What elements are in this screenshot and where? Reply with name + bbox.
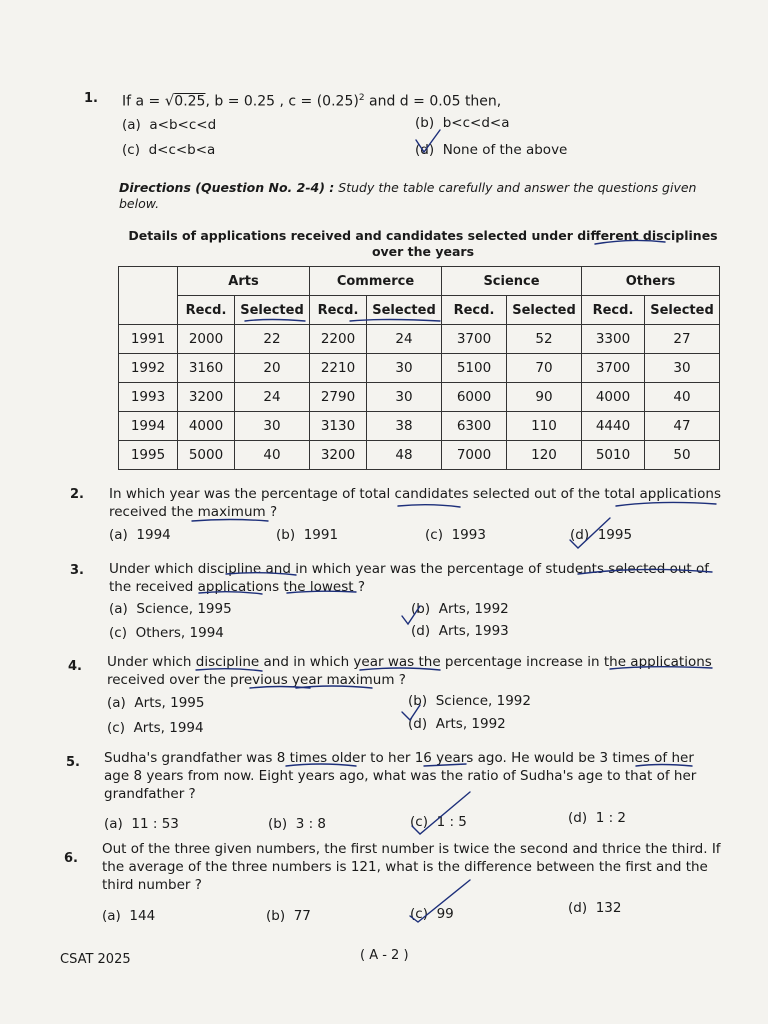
table-cell: 47: [645, 412, 720, 441]
table-cell: 27: [645, 325, 720, 354]
option-c[interactable]: (c) Others, 1994: [109, 625, 224, 641]
option-a[interactable]: (a) 11 : 53: [104, 816, 179, 832]
table-row: [119, 441, 720, 470]
subheader-cell: Recd.: [310, 296, 367, 325]
option-b[interactable]: (b) Arts, 1992: [411, 601, 509, 617]
table-cell: 30: [367, 383, 442, 412]
option-c[interactable]: (c) Arts, 1994: [107, 720, 204, 736]
data-table: [118, 266, 720, 470]
option-c[interactable]: (c) 1993: [425, 527, 486, 543]
table-cell: 5000: [178, 441, 235, 470]
subheader-cell: Recd.: [582, 296, 645, 325]
table-title: Details of applications received and candidates selected under different disciplines over the years: [128, 228, 718, 259]
table-cell: 120: [507, 441, 582, 470]
table-subheader-row: [119, 296, 720, 325]
option-b[interactable]: (b) 1991: [276, 527, 339, 543]
option-d[interactable]: (d) Arts, 1992: [408, 716, 506, 732]
question-text: Sudha's grandfather was 8 times older to her 16 years ago. He would be 3 times of her age 8 years from now. Eight years ago, what was the ratio of Sudha's age to that of her grandfather ?: [104, 750, 697, 802]
option-d[interactable]: (d) None of the above: [415, 142, 568, 158]
option-b[interactable]: (b) 3 : 8: [268, 816, 327, 832]
question-text: Out of the three given numbers, the first number is twice the second and thrice the third. If the average of the three numbers is 121, what is the difference between the first and the third number ?: [102, 841, 721, 893]
table-cell: 110: [507, 412, 582, 441]
table-cell: 2000: [178, 325, 235, 354]
year-header: [119, 267, 178, 325]
question-number: 4.: [68, 659, 82, 674]
option-d[interactable]: (d) Arts, 1993: [411, 623, 509, 639]
table-cell: 30: [645, 354, 720, 383]
table-cell: 3160: [178, 354, 235, 383]
directions-text: Directions (Question No. 2-4) : Study the table carefully and answer the questions given below.: [119, 180, 697, 211]
option-b[interactable]: (b) 77: [266, 908, 311, 924]
option-d[interactable]: (d) 1995: [570, 527, 633, 543]
table-cell: 52: [507, 325, 582, 354]
group-header-commerce: Commerce: [310, 267, 442, 296]
option-b[interactable]: (b) b<c<d<a: [415, 115, 510, 131]
question-number: 3.: [70, 563, 84, 578]
table-cell: 4000: [178, 412, 235, 441]
table-cell: 24: [235, 383, 310, 412]
subheader-cell: Selected: [235, 296, 310, 325]
table-row: [119, 354, 720, 383]
table-cell: 3700: [582, 354, 645, 383]
question-number: 5.: [66, 755, 80, 770]
option-a[interactable]: (a) 1994: [109, 527, 171, 543]
table-cell: 4000: [582, 383, 645, 412]
table-row: [119, 325, 720, 354]
table-cell: 50: [645, 441, 720, 470]
table-row: [119, 412, 720, 441]
option-c[interactable]: (c) d<c<b<a: [122, 142, 216, 158]
table-group-header-row: [119, 267, 720, 296]
year-cell: 1991: [119, 325, 178, 354]
table-cell: 3200: [178, 383, 235, 412]
table-cell: 38: [367, 412, 442, 441]
table-cell: 30: [235, 412, 310, 441]
option-a[interactable]: (a) 144: [102, 908, 156, 924]
footer-page-number: ( A - 2 ): [360, 948, 409, 963]
option-a[interactable]: (a) Science, 1995: [109, 601, 232, 617]
option-c[interactable]: (c) 1 : 5: [410, 814, 467, 830]
table-cell: 40: [235, 441, 310, 470]
question-number: 2.: [70, 487, 84, 502]
option-a[interactable]: (a) a<b<c<d: [122, 117, 217, 133]
option-d[interactable]: (d) 132: [568, 900, 622, 916]
question-text: Under which discipline and in which year was the percentage of students selected out of the received applications the lowest ?: [109, 561, 709, 595]
option-c[interactable]: (c) 99: [410, 906, 454, 922]
table-cell: 7000: [442, 441, 507, 470]
table-cell: 22: [235, 325, 310, 354]
option-a[interactable]: (a) Arts, 1995: [107, 695, 205, 711]
subheader-cell: Selected: [507, 296, 582, 325]
group-header-science: Science: [442, 267, 582, 296]
table-cell: 6300: [442, 412, 507, 441]
table-cell: 40: [645, 383, 720, 412]
table-cell: 6000: [442, 383, 507, 412]
subheader-cell: Recd.: [178, 296, 235, 325]
table-cell: 3200: [310, 441, 367, 470]
option-b[interactable]: (b) Science, 1992: [408, 693, 531, 709]
question-text: In which year was the percentage of total candidates selected out of the total applications received the maximum ?: [109, 486, 721, 520]
question-number: 1.: [84, 91, 98, 106]
table-cell: 5100: [442, 354, 507, 383]
subheader-cell: Selected: [645, 296, 720, 325]
table-cell: 30: [367, 354, 442, 383]
group-header-others: Others: [582, 267, 720, 296]
table-cell: 20: [235, 354, 310, 383]
group-header-arts: Arts: [178, 267, 310, 296]
year-cell: 1995: [119, 441, 178, 470]
table-cell: 48: [367, 441, 442, 470]
year-cell: 1992: [119, 354, 178, 383]
table-cell: 4440: [582, 412, 645, 441]
table-cell: 3300: [582, 325, 645, 354]
question-number: 6.: [64, 851, 78, 866]
question-text: Under which discipline and in which year was the percentage increase in the applications received over the previous year maximum ?: [107, 654, 712, 688]
table-cell: 90: [507, 383, 582, 412]
table-cell: 24: [367, 325, 442, 354]
subheader-cell: Recd.: [442, 296, 507, 325]
table-cell: 5010: [582, 441, 645, 470]
table-cell: 3700: [442, 325, 507, 354]
year-cell: 1994: [119, 412, 178, 441]
table-cell: 70: [507, 354, 582, 383]
footer-exam-name: CSAT 2025: [60, 952, 131, 967]
year-cell: 1993: [119, 383, 178, 412]
option-d[interactable]: (d) 1 : 2: [568, 810, 627, 826]
table-cell: 2210: [310, 354, 367, 383]
question-text: If a = √0.25, b = 0.25 , $c = (0.25)^2$ and d = 0.05 then,: [122, 91, 502, 110]
table-cell: 2790: [310, 383, 367, 412]
subheader-cell: Selected: [367, 296, 442, 325]
table-cell: 3130: [310, 412, 367, 441]
table-cell: 2200: [310, 325, 367, 354]
table-row: [119, 383, 720, 412]
